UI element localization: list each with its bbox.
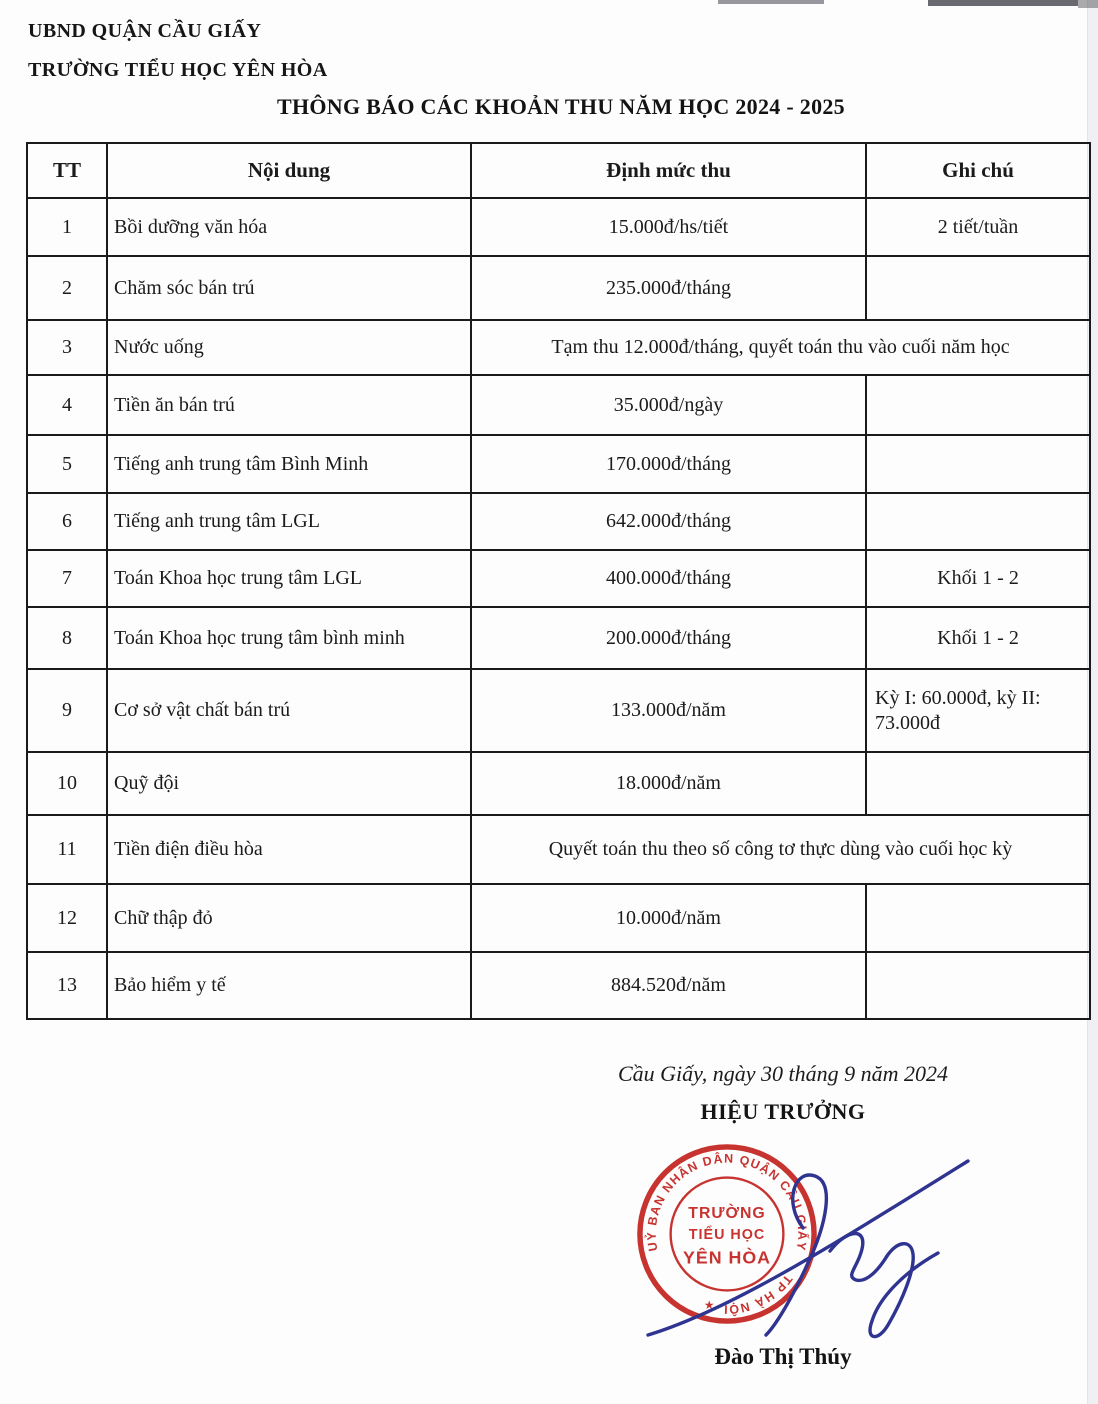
date-place-line: Cầu Giấy, ngày 30 tháng 9 năm 2024 <box>618 1061 948 1086</box>
signature-stroke <box>870 1244 938 1337</box>
scan-artifact <box>1078 0 1098 8</box>
signer-role: HIỆU TRƯỞNG <box>700 1099 866 1124</box>
fee-note-cell <box>866 884 1090 952</box>
fee-amount-cell: 10.000đ/năm <box>471 884 866 952</box>
fee-row-11 <box>27 815 1090 884</box>
fee-row-9 <box>27 669 1090 752</box>
row-number-cell: 9 <box>27 669 107 752</box>
signer-name: Đào Thị Thúy <box>714 1344 852 1369</box>
fee-amount-cell: Tạm thu 12.000đ/tháng, quyết toán thu vào cuối năm học <box>471 320 1090 375</box>
row-number-cell: 13 <box>27 952 107 1019</box>
stamp-star-icon: ★ <box>703 1298 715 1313</box>
fee-note-cell: Kỳ I: 60.000đ, kỳ II: 73.000đ <box>866 669 1090 752</box>
fee-row-3 <box>27 320 1090 375</box>
fee-amount-cell: 642.000đ/tháng <box>471 493 866 550</box>
fee-name-cell: Tiền điện điều hòa <box>107 815 471 884</box>
fee-amount-cell: 35.000đ/ngày <box>471 375 866 435</box>
stamp-ring-text-bottom: TP HÀ NỘI <box>722 1272 795 1317</box>
fee-note-cell <box>866 435 1090 493</box>
school-name: TRƯỜNG TIỂU HỌC YÊN HÒA <box>28 59 328 81</box>
fee-name-cell: Nước uống <box>107 320 471 375</box>
fee-note-cell <box>866 952 1090 1019</box>
fee-row-12 <box>27 884 1090 952</box>
fee-note-cell: Khối 1 - 2 <box>866 607 1090 669</box>
fee-amount-cell: 18.000đ/năm <box>471 752 866 815</box>
fee-row-1 <box>27 198 1090 256</box>
fee-note-cell: 2 tiết/tuần <box>866 198 1090 256</box>
row-number-cell: 2 <box>27 256 107 320</box>
fee-row-13 <box>27 952 1090 1019</box>
fee-name-cell: Tiền ăn bán trú <box>107 375 471 435</box>
document-title: THÔNG BÁO CÁC KHOẢN THU NĂM HỌC 2024 - 2025 <box>276 94 845 119</box>
fee-amount-cell: Quyết toán thu theo số công tơ thực dùng vào cuối học kỳ <box>471 815 1090 884</box>
row-number-cell: 3 <box>27 320 107 375</box>
scan-artifact <box>928 0 1078 6</box>
fee-amount-cell: 235.000đ/tháng <box>471 256 866 320</box>
fee-name-cell: Quỹ đội <box>107 752 471 815</box>
signature <box>598 1133 998 1355</box>
fee-row-5 <box>27 435 1090 493</box>
fee-note-cell: Khối 1 - 2 <box>866 550 1090 607</box>
row-number-cell: 4 <box>27 375 107 435</box>
fee-name-cell: Chăm sóc bán trú <box>107 256 471 320</box>
stamp-school-line3: YÊN HÒA <box>682 1247 772 1268</box>
col-header-ghi-chu: Ghi chú <box>866 143 1090 198</box>
row-number-cell: 5 <box>27 435 107 493</box>
fee-name-cell: Bồi dưỡng văn hóa <box>107 198 471 256</box>
row-number-cell: 6 <box>27 493 107 550</box>
stamp-school-line2: TIỂU HỌC <box>688 1226 766 1243</box>
fee-amount-cell: 884.520đ/năm <box>471 952 866 1019</box>
fee-note-cell <box>866 256 1090 320</box>
col-header-dinh-muc: Định mức thu <box>471 143 866 198</box>
fee-row-6 <box>27 493 1090 550</box>
stamp-ring-text-top: UỶ BAN NHÂN DÂN QUẬN CẦU GIẤY <box>644 1151 810 1253</box>
agency-name: UBND QUẬN CẦU GIẤY <box>28 20 262 42</box>
fee-note-cell <box>866 375 1090 435</box>
fee-name-cell: Chữ thập đỏ <box>107 884 471 952</box>
row-number-cell: 8 <box>27 607 107 669</box>
fee-row-10 <box>27 752 1090 815</box>
col-header-noi-dung: Nội dung <box>107 143 471 198</box>
fee-name-cell: Tiếng anh trung tâm LGL <box>107 493 471 550</box>
row-number-cell: 11 <box>27 815 107 884</box>
fee-row-7 <box>27 550 1090 607</box>
fee-amount-cell: 170.000đ/tháng <box>471 435 866 493</box>
fee-name-cell: Toán Khoa học trung tâm LGL <box>107 550 471 607</box>
col-header-tt: TT <box>27 143 107 198</box>
signature-stroke <box>648 1161 968 1335</box>
row-number-cell: 7 <box>27 550 107 607</box>
scan-artifact <box>718 0 824 4</box>
fee-amount-cell: 200.000đ/tháng <box>471 607 866 669</box>
row-number-cell: 1 <box>27 198 107 256</box>
fee-row-4 <box>27 375 1090 435</box>
fee-amount-cell: 400.000đ/tháng <box>471 550 866 607</box>
row-number-cell: 12 <box>27 884 107 952</box>
fee-amount-cell: 133.000đ/năm <box>471 669 866 752</box>
fee-name-cell: Bảo hiểm y tế <box>107 952 471 1019</box>
fee-row-2 <box>27 256 1090 320</box>
signature-stroke <box>830 1233 887 1280</box>
stamp-school-line1: TRƯỜNG <box>688 1205 766 1223</box>
fee-row-8 <box>27 607 1090 669</box>
fee-name-cell: Cơ sở vật chất bán trú <box>107 669 471 752</box>
fee-note-cell <box>866 493 1090 550</box>
fee-note-cell <box>866 752 1090 815</box>
fee-name-cell: Tiếng anh trung tâm Bình Minh <box>107 435 471 493</box>
fee-name-cell: Toán Khoa học trung tâm bình minh <box>107 607 471 669</box>
fee-table <box>26 142 1091 1020</box>
row-number-cell: 10 <box>27 752 107 815</box>
fee-amount-cell: 15.000đ/hs/tiết <box>471 198 866 256</box>
table-header-row <box>27 143 1090 198</box>
